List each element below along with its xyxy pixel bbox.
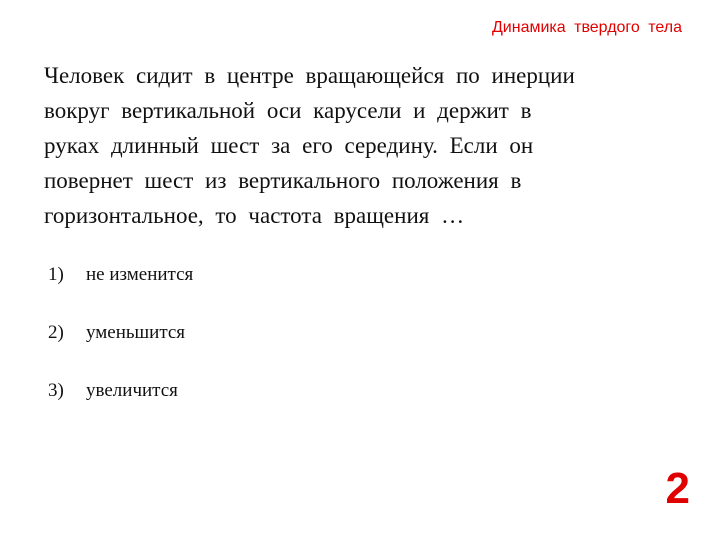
answer-label: увеличится [86,380,178,401]
answer-number: 1) [48,264,64,285]
answer-option-3[interactable] [48,378,193,436]
answer-number: 2) [48,322,64,343]
topic-title: Динамика твердого тела [491,19,682,36]
answer-label: уменьшится [86,322,186,343]
answer-number: 3) [48,380,64,401]
answer-option-2[interactable] [48,320,193,378]
question-line: горизонтальное, то частота вращения … [44,203,465,228]
answer-options [48,262,193,436]
answer-label: не изменится [86,264,194,285]
question-line: повернет шест из вертикального положения в [44,168,522,193]
answer-option-1[interactable] [48,262,193,320]
question-line: вокруг вертикальной оси карусели и держит в [44,98,532,123]
question-line: руках длинный шест за его середину. Если он [44,133,534,158]
question-line: Человек сидит в центре вращающейся по инерции [44,63,575,88]
question-text [44,58,692,233]
slide-number: 2 [665,464,690,513]
